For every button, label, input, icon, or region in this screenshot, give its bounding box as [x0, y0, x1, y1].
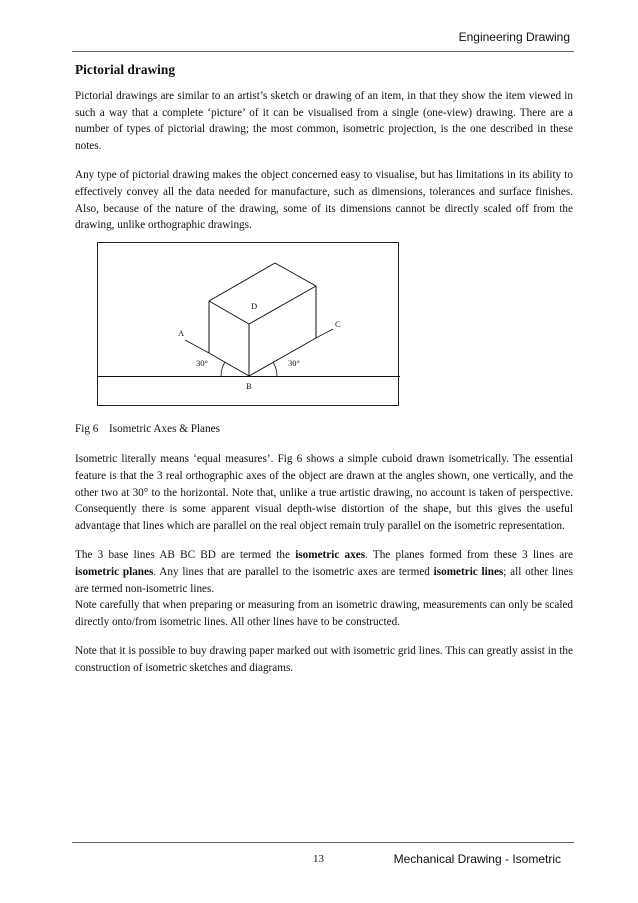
isometric-cuboid-drawing — [98, 243, 400, 407]
angle-label-left: 30° — [196, 357, 208, 368]
top-edge-left — [209, 301, 249, 324]
footer-rule — [72, 842, 574, 843]
leader-a — [185, 340, 209, 353]
figure-caption — [75, 421, 573, 438]
paragraph-grid-paper-note: Note that it is possible to buy drawing paper marked out with isometric grid lines. This can greatly assist in the construction of isometric sketches and diagrams. — [75, 645, 573, 674]
angle-arc-right — [273, 362, 277, 376]
label-a: A — [178, 327, 185, 338]
edge-bc — [249, 338, 316, 376]
top-edge-back-left — [209, 263, 275, 301]
term-isometric-lines: isometric lines — [433, 565, 504, 578]
top-edge-right — [249, 286, 316, 324]
top-edge-back-right — [275, 263, 316, 286]
term-isometric-planes: isometric planes — [75, 565, 154, 578]
leader-c — [316, 329, 333, 338]
label-c: C — [335, 318, 341, 329]
paragraph-limitations: Any type of pictorial drawing makes the object concerned easy to visualise, but has limitations in its ability to effectively convey all the data needed for manufacture, such as dimensions, tolerances and surface finishes. Also, because of the nature of the drawing, some of its dimensions cannot be directly scaled off from the drawing, unlike orthographic drawings. — [75, 169, 573, 232]
page-number: 13 — [313, 853, 324, 865]
paragraph-intro: Pictorial drawings are similar to an artist’s sketch or drawing of an item, in that they show the item viewed in such a way that a complete ‘picture’ of it can be visualised from a single (one-view) drawing. There are a number of types of pictorial drawing; the most common, isometric projection, is the one described in these notes. — [75, 90, 573, 152]
angle-arc-left — [221, 362, 225, 376]
header-rule — [72, 51, 574, 52]
paragraph-isometric: Isometric literally means ‘equal measures’. Fig 6 shows a simple cuboid drawn isometrically. The essential feature is that the 3 real orthographic axes of the object are drawn at the angles shown, one vertically, and the other two at 30° to the horizontal. Note that, unlike a true artistic drawing, no account is taken of perspective. Consequently there is some apparent visual depth-wise distortion of the shape, but this gives the useful advantage that lines which are parallel on the real object remain truly parallel on the isometric representation. — [75, 453, 573, 532]
header-title: Engineering Drawing — [458, 30, 570, 44]
label-b: B — [246, 380, 252, 391]
section-title: Pictorial drawing — [75, 62, 176, 77]
footer-title: Mechanical Drawing - Isometric — [393, 852, 561, 866]
angle-label-right: 30° — [288, 357, 300, 368]
term-isometric-axes: isometric axes — [295, 549, 366, 562]
paragraph-measurement-note: Note carefully that when preparing or measuring from an isometric drawing, measurements can only be scaled directly onto/from isometric lines. All other lines have to be constructed. — [75, 599, 573, 628]
figure-caption-text: Isometric Axes & Planes — [109, 422, 220, 435]
figure-caption-number: Fig 6 — [75, 422, 99, 435]
label-d: D — [251, 300, 258, 311]
isometric-figure — [97, 242, 399, 406]
edge-ab — [209, 353, 249, 376]
paragraph-axes: The 3 base lines AB BC BD are termed the isometric axes. The planes formed from these 3 lines are isometric planes. Any lines that are parallel to the isometric axes are termed isometric lines; all other lines are termed non-isometric lines. — [75, 549, 573, 595]
page-content — [75, 58, 573, 689]
